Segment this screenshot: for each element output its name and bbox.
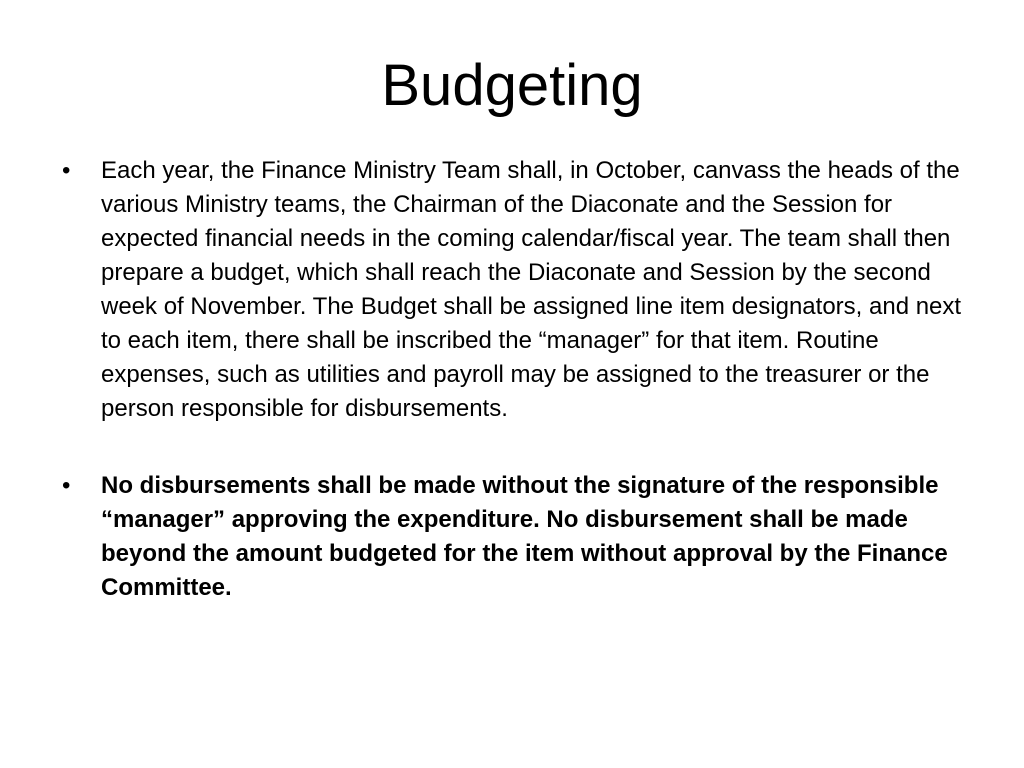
bullet-text: No disbursements shall be made without the signature of the responsible “manager” approving the expenditure. No disbursement shall be made beyond the amount budgeted for the item without approval by the Finance Committee.: [101, 472, 948, 601]
bullet-item-disbursement-rule: [62, 469, 962, 605]
slide-title: Budgeting: [381, 53, 643, 118]
bullet-icon: •: [62, 157, 71, 184]
bullet-icon: •: [62, 472, 71, 499]
bullet-item-budget-process: [62, 154, 962, 426]
bullet-text: Each year, the Finance Ministry Team shall, in October, canvass the heads of the various Ministry teams, the Chairman of the Diaconate and the Session for expected financial needs in the coming calendar/fiscal year. The team shall then prepare a budget, which shall reach the Diaconate and Session by the second week of November. The Budget shall be assigned line item designators, and next to each item, there shall be inscribed the “manager” for that item. Routine expenses, such as utilities and payroll may be assigned to the treasurer or the person responsible for disbursements.: [101, 157, 962, 422]
bullet-list: [62, 154, 962, 605]
